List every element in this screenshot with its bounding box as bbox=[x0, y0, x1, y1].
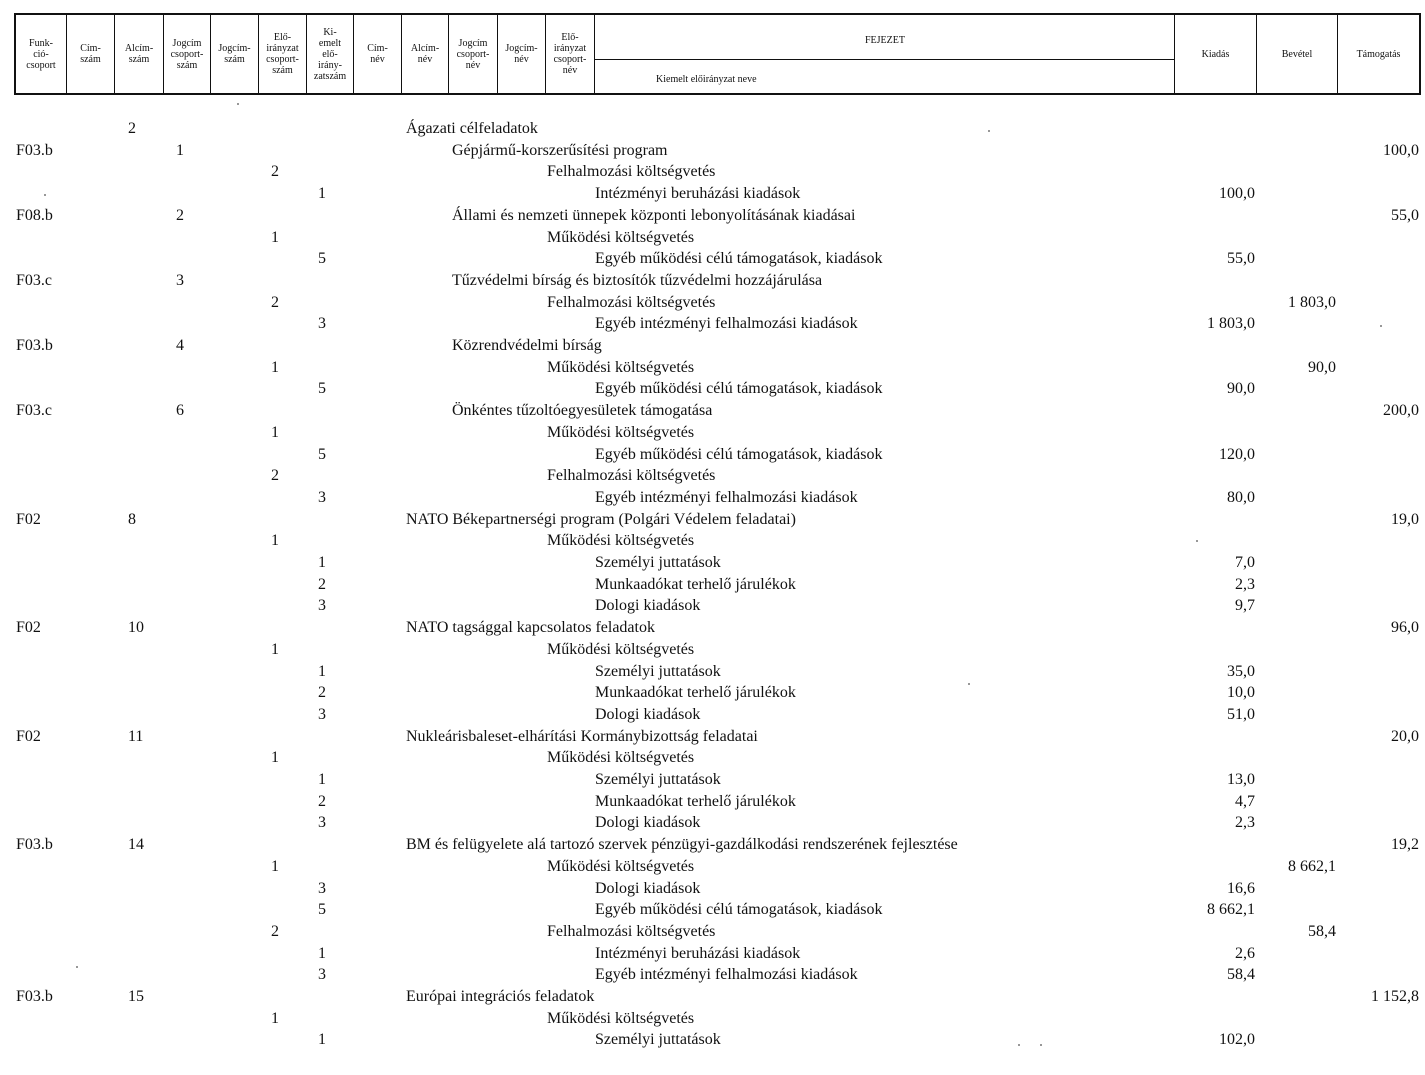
header-eloiranyzat-csoport-nev: Elő- irányzat csoport- név bbox=[553, 32, 587, 76]
kiemelt-eloiranyzat-szam: 3 bbox=[318, 315, 326, 333]
row-name: Tűzvédelmi bírság és biztosítók tűzvédelmi hozzájárulása bbox=[452, 271, 823, 289]
row-name: Egyéb intézményi felhalmozási kiadások bbox=[595, 315, 858, 333]
table-row bbox=[0, 357, 1425, 378]
table-row bbox=[0, 986, 1425, 1007]
row-name: Intézményi beruházási kiadások bbox=[595, 944, 801, 962]
header-eloiranyzat-csoport-szam: Elő- irányzat csoport- szám bbox=[266, 32, 299, 76]
row-name: Dologi kiadások bbox=[595, 705, 701, 723]
row-name: NATO tagsággal kapcsolatos feladatok bbox=[406, 619, 655, 637]
table-row bbox=[0, 118, 1425, 139]
header-jogcim-nev: Jogcím- név bbox=[505, 43, 538, 65]
eloiranyzat-csoport-szam: 1 bbox=[271, 640, 279, 658]
table-row bbox=[0, 639, 1425, 660]
table-row bbox=[0, 812, 1425, 833]
eloiranyzat-csoport-szam: 1 bbox=[271, 1009, 279, 1027]
table-row bbox=[0, 595, 1425, 616]
header-fejezet: FEJEZET bbox=[865, 35, 905, 46]
kiemelt-eloiranyzat-szam: 3 bbox=[318, 705, 326, 723]
kiemelt-eloiranyzat-szam: 1 bbox=[318, 185, 326, 203]
table-row bbox=[0, 183, 1425, 204]
table-row bbox=[0, 205, 1425, 226]
kiadas-value: 2,3 bbox=[1235, 575, 1255, 593]
alcim-szam: 6 bbox=[176, 402, 184, 420]
row-name: Felhalmozási költségvetés bbox=[547, 467, 716, 485]
eloiranyzat-csoport-szam: 1 bbox=[271, 358, 279, 376]
table-row bbox=[0, 227, 1425, 248]
kiemelt-eloiranyzat-szam: 1 bbox=[318, 662, 326, 680]
alcim-szam: 1 bbox=[176, 141, 184, 159]
funkcio-csoport: F03.c bbox=[16, 402, 52, 420]
kiadas-value: 8 662,1 bbox=[1207, 901, 1255, 919]
table-row bbox=[0, 943, 1425, 964]
tamogatas-value: 96,0 bbox=[1391, 619, 1419, 637]
table-row bbox=[0, 161, 1425, 182]
kiadas-value: 58,4 bbox=[1227, 966, 1255, 984]
tamogatas-value: 1 152,8 bbox=[1371, 988, 1419, 1005]
table-row bbox=[0, 856, 1425, 877]
bevetel-value: 58,4 bbox=[1308, 922, 1336, 940]
eloiranyzat-csoport-szam: 1 bbox=[271, 857, 279, 875]
kiemelt-eloiranyzat-szam: 2 bbox=[318, 684, 326, 702]
kiemelt-eloiranyzat-szam: 5 bbox=[318, 901, 326, 919]
kiemelt-eloiranyzat-szam: 2 bbox=[318, 575, 326, 593]
kiemelt-eloiranyzat-szam: 3 bbox=[318, 488, 326, 506]
table-row bbox=[0, 682, 1425, 703]
kiadas-value: 7,0 bbox=[1235, 554, 1255, 571]
row-name: Munkaadókat terhelő járulékok bbox=[595, 575, 796, 593]
row-name: Működési költségvetés bbox=[547, 358, 695, 376]
header-funkcio-csoport: Funk- ció- csoport bbox=[26, 37, 56, 71]
kiadas-value: 120,0 bbox=[1219, 445, 1255, 463]
bevetel-value: 8 662,1 bbox=[1288, 857, 1336, 875]
header-kiadas: Kiadás bbox=[1201, 48, 1230, 60]
row-name: Működési költségvetés bbox=[547, 532, 695, 550]
row-name: Közrendvédelmi bírság bbox=[452, 337, 602, 354]
kiemelt-eloiranyzat-szam: 5 bbox=[318, 250, 326, 268]
kiadas-value: 51,0 bbox=[1227, 705, 1255, 723]
table-row bbox=[0, 791, 1425, 812]
table-row bbox=[0, 400, 1425, 421]
funkcio-csoport: F03.b bbox=[16, 337, 53, 354]
row-name: Működési költségvetés bbox=[547, 857, 695, 875]
row-name: Személyi juttatások bbox=[595, 554, 721, 571]
funkcio-csoport: F08.b bbox=[16, 206, 53, 224]
table-row bbox=[0, 617, 1425, 638]
row-name: Működési költségvetés bbox=[547, 640, 695, 658]
table-row bbox=[0, 1029, 1425, 1050]
row-name: Működési költségvetés bbox=[547, 1009, 695, 1027]
kiemelt-eloiranyzat-szam: 3 bbox=[318, 879, 326, 897]
table-row bbox=[0, 552, 1425, 573]
row-name: Állami és nemzeti ünnepek központi lebonyolításának kiadásai bbox=[452, 206, 856, 224]
kiemelt-eloiranyzat-szam: 3 bbox=[318, 966, 326, 984]
header-kiemelt-eloiranyzat-szam: Ki- emelt elő- irány- zatszám bbox=[313, 26, 347, 82]
table-row bbox=[0, 248, 1425, 269]
alcim-szam: 4 bbox=[176, 337, 184, 354]
table-row bbox=[0, 769, 1425, 790]
table-row bbox=[0, 140, 1425, 161]
kiadas-value: 9,7 bbox=[1235, 597, 1255, 615]
cim-szam: 11 bbox=[128, 727, 144, 745]
kiemelt-eloiranyzat-szam: 2 bbox=[318, 792, 326, 810]
kiemelt-eloiranyzat-szam: 5 bbox=[318, 445, 326, 463]
kiemelt-eloiranyzat-szam: 1 bbox=[318, 771, 326, 788]
row-name: Felhalmozási költségvetés bbox=[547, 922, 716, 940]
tamogatas-value: 100,0 bbox=[1383, 141, 1419, 159]
row-name: Dologi kiadások bbox=[595, 879, 701, 897]
funkcio-csoport: F02 bbox=[16, 727, 41, 745]
tamogatas-value: 19,2 bbox=[1391, 836, 1419, 854]
eloiranyzat-csoport-szam: 1 bbox=[271, 228, 279, 246]
table-row bbox=[0, 726, 1425, 747]
bevetel-value: 90,0 bbox=[1308, 358, 1336, 376]
eloiranyzat-csoport-szam: 1 bbox=[271, 532, 279, 550]
cim-szam: 8 bbox=[128, 510, 136, 528]
eloiranyzat-csoport-szam: 2 bbox=[271, 922, 279, 940]
row-name: Személyi juttatások bbox=[595, 771, 721, 788]
funkcio-csoport: F03.c bbox=[16, 271, 52, 289]
kiemelt-eloiranyzat-szam: 3 bbox=[318, 597, 326, 615]
header-jogcimcsoport-szam: Jogcím csoport- szám bbox=[170, 37, 204, 71]
header-jogcim-szam: Jogcím- szám bbox=[218, 43, 251, 65]
table-row bbox=[0, 921, 1425, 942]
row-name: Európai integrációs feladatok bbox=[406, 988, 595, 1005]
tamogatas-value: 20,0 bbox=[1391, 727, 1419, 745]
kiemelt-eloiranyzat-szam: 5 bbox=[318, 380, 326, 398]
kiadas-value: 2,6 bbox=[1235, 944, 1255, 962]
row-name: Gépjármű-korszerűsítési program bbox=[452, 141, 668, 159]
row-name: Intézményi beruházási kiadások bbox=[595, 185, 801, 203]
table-row bbox=[0, 313, 1425, 334]
table-row bbox=[0, 878, 1425, 899]
eloiranyzat-csoport-szam: 1 bbox=[271, 423, 279, 441]
header-cim-szam: Cím- szám bbox=[80, 43, 101, 65]
header-cim-nev: Cím- név bbox=[367, 43, 388, 65]
row-name: Működési költségvetés bbox=[547, 423, 695, 441]
table-row bbox=[0, 487, 1425, 508]
kiadas-value: 100,0 bbox=[1219, 185, 1255, 203]
header-tamogatas: Támogatás bbox=[1356, 48, 1401, 60]
row-name: Felhalmozási költségvetés bbox=[547, 163, 716, 181]
kiadas-value: 90,0 bbox=[1227, 380, 1255, 398]
header-kiemelt-eloiranyzat-neve: Kiemelt előirányzat neve bbox=[656, 74, 757, 85]
row-name: Nukleárisbaleset-elhárítási Kormánybizottság feladatai bbox=[406, 727, 758, 745]
table-row bbox=[0, 899, 1425, 920]
table-row bbox=[0, 661, 1425, 682]
cim-szam: 10 bbox=[128, 619, 144, 637]
kiadas-value: 4,7 bbox=[1235, 792, 1255, 810]
cim-szam: 2 bbox=[128, 120, 136, 137]
row-name: Dologi kiadások bbox=[595, 597, 701, 615]
row-name: Munkaadókat terhelő járulékok bbox=[595, 792, 796, 810]
row-name: Működési költségvetés bbox=[547, 749, 695, 767]
row-name: Működési költségvetés bbox=[547, 228, 695, 246]
table-row bbox=[0, 574, 1425, 595]
kiadas-value: 10,0 bbox=[1227, 684, 1255, 702]
funkcio-csoport: F03.b bbox=[16, 836, 53, 854]
table-row bbox=[0, 509, 1425, 530]
table-row bbox=[0, 964, 1425, 985]
table-row bbox=[0, 704, 1425, 725]
eloiranyzat-csoport-szam: 2 bbox=[271, 163, 279, 181]
funkcio-csoport: F02 bbox=[16, 510, 41, 528]
tamogatas-value: 55,0 bbox=[1391, 206, 1419, 224]
table-row bbox=[0, 422, 1425, 443]
table-row bbox=[0, 465, 1425, 486]
kiadas-value: 80,0 bbox=[1227, 488, 1255, 506]
row-name: Egyéb működési célú támogatások, kiadások bbox=[595, 380, 883, 398]
row-name: Egyéb működési célú támogatások, kiadások bbox=[595, 901, 883, 919]
header-alcim-szam: Alcím- szám bbox=[124, 43, 154, 65]
kiadas-value: 16,6 bbox=[1227, 879, 1255, 897]
table-row bbox=[0, 444, 1425, 465]
row-name: Személyi juttatások bbox=[595, 662, 721, 680]
row-name: Egyéb intézményi felhalmozási kiadások bbox=[595, 488, 858, 506]
table-row bbox=[0, 834, 1425, 855]
row-name: Egyéb működési célú támogatások, kiadások bbox=[595, 250, 883, 268]
kiadas-value: 35,0 bbox=[1227, 662, 1255, 680]
tamogatas-value: 200,0 bbox=[1383, 402, 1419, 420]
alcim-szam: 2 bbox=[176, 206, 184, 224]
row-name: Egyéb működési célú támogatások, kiadások bbox=[595, 445, 883, 463]
kiemelt-eloiranyzat-szam: 1 bbox=[318, 1031, 326, 1049]
eloiranyzat-csoport-szam: 1 bbox=[271, 749, 279, 767]
kiadas-value: 55,0 bbox=[1227, 250, 1255, 268]
row-name: Személyi juttatások bbox=[595, 1031, 721, 1049]
table-row bbox=[0, 530, 1425, 551]
table-row bbox=[0, 292, 1425, 313]
row-name: NATO Békepartnerségi program (Polgári Védelem feladatai) bbox=[406, 510, 796, 528]
row-name: BM és felügyelete alá tartozó szervek pénzügyi-gazdálkodási rendszerének fejlesztése bbox=[406, 836, 958, 854]
kiemelt-eloiranyzat-szam: 3 bbox=[318, 814, 326, 832]
alcim-szam: 3 bbox=[176, 271, 184, 289]
row-name: Dologi kiadások bbox=[595, 814, 701, 832]
row-name: Munkaadókat terhelő járulékok bbox=[595, 684, 796, 702]
tamogatas-value: 19,0 bbox=[1391, 510, 1419, 528]
table-row bbox=[0, 378, 1425, 399]
funkcio-csoport: F03.b bbox=[16, 988, 53, 1005]
eloiranyzat-csoport-szam: 2 bbox=[271, 293, 279, 311]
table-row bbox=[0, 747, 1425, 768]
funkcio-csoport: F02 bbox=[16, 619, 41, 637]
table-row bbox=[0, 270, 1425, 291]
row-name: Ágazati célfeladatok bbox=[406, 120, 538, 137]
kiadas-value: 13,0 bbox=[1227, 771, 1255, 788]
table-header bbox=[14, 13, 1421, 95]
row-name: Önkéntes tűzoltóegyesületek támogatása bbox=[452, 402, 713, 420]
cim-szam: 14 bbox=[128, 836, 144, 854]
header-jogcimcsoport-nev: Jogcím csoport- név bbox=[456, 37, 490, 71]
bevetel-value: 1 803,0 bbox=[1288, 293, 1336, 311]
kiemelt-eloiranyzat-szam: 1 bbox=[318, 554, 326, 571]
kiadas-value: 102,0 bbox=[1219, 1031, 1255, 1049]
eloiranyzat-csoport-szam: 2 bbox=[271, 467, 279, 485]
funkcio-csoport: F03.b bbox=[16, 141, 53, 159]
kiadas-value: 2,3 bbox=[1235, 814, 1255, 832]
cim-szam: 15 bbox=[128, 988, 144, 1005]
header-alcim-nev: Alcím- név bbox=[410, 43, 440, 65]
row-name: Egyéb intézményi felhalmozási kiadások bbox=[595, 966, 858, 984]
header-bevetel: Bevétel bbox=[1281, 48, 1313, 60]
kiadas-value: 1 803,0 bbox=[1207, 315, 1255, 333]
table-row bbox=[0, 1008, 1425, 1029]
kiemelt-eloiranyzat-szam: 1 bbox=[318, 944, 326, 962]
row-name: Felhalmozási költségvetés bbox=[547, 293, 716, 311]
table-row bbox=[0, 335, 1425, 356]
